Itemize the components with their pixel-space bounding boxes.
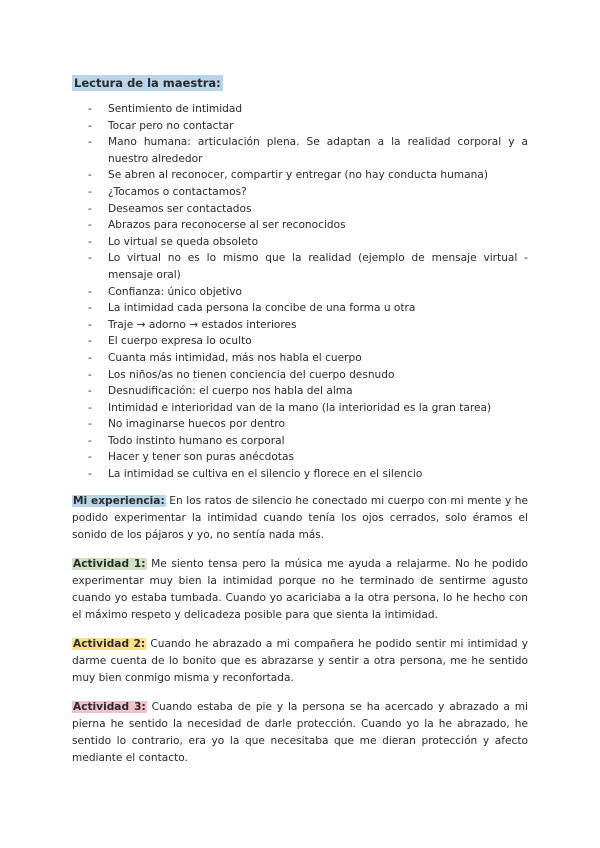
actividad3-text: Cuando estaba de pie y la persona se ha acercado y abrazado a mi pierna he sentido la necesidad de darle protección. Cuando yo la he abrazado, he sentido lo contrario, era yo la que necesitaba que me dieran protección y afecto mediante el contacto. (72, 700, 528, 764)
actividad3-label: Actividad 3: (73, 700, 146, 713)
actividad2-text: Cuando he abrazado a mi compañera he podido sentir mi intimidad y darme cuenta de lo bonito que es abrazarse y sentir a otra persona, me he sentido muy bien conmigo misma y reconfortada. (72, 637, 528, 684)
list-item: - Deseamos ser contactados (72, 201, 528, 218)
actividad1-text: Me siento tensa pero la música me ayuda a relajarme. No he podido experimentar muy bien la intimidad porque no he terminado de sentirme agusto cuando yo estaba tumbada. Cuando yo acariciaba a la otra persona, lo he hecho con el máximo respeto y delicadeza posible para que sienta la intimidad. (72, 557, 529, 621)
lectura-list (72, 101, 528, 483)
actividad2-label: Actividad 2: (73, 637, 146, 650)
list-item: - No imaginarse huecos por dentro (72, 416, 528, 433)
experiencia-label: Mi experiencia: (73, 494, 165, 507)
list-item: - Lo virtual no es lo mismo que la realidad (ejemplo de mensaje virtual - mensaje oral) (72, 250, 528, 283)
list-item: - Cuanta más intimidad, más nos habla el cuerpo (72, 350, 528, 367)
lectura-heading: Lectura de la maestra: (74, 76, 221, 90)
list-item: - Sentimiento de intimidad (72, 101, 528, 118)
list-item: - Desnudificación: el cuerpo nos habla del alma (72, 383, 528, 400)
list-item: - El cuerpo expresa lo oculto (72, 333, 528, 350)
actividad2-paragraph (72, 636, 528, 687)
list-item: - Hacer y tener son puras anécdotas (72, 449, 528, 466)
list-item: - Se abren al reconocer, compartir y entregar (no hay conducta humana) (72, 167, 528, 184)
actividad1-label: Actividad 1: (73, 557, 146, 570)
list-item: - Todo instinto humano es corporal (72, 433, 528, 450)
list-item: - Los niños/as no tienen conciencia del cuerpo desnudo (72, 367, 528, 384)
actividad3-paragraph (72, 699, 528, 767)
list-item: - ¿Tocamos o contactamos? (72, 184, 528, 201)
list-item: - Confianza: único objetivo (72, 284, 528, 301)
list-item: - Traje → adorno → estados interiores (72, 317, 528, 334)
list-item: - Mano humana: articulación plena. Se adaptan a la realidad corporal y a nuestro alrededor (72, 134, 528, 167)
experiencia-text: En los ratos de silencio he conectado mi cuerpo con mi mente y he podido experimentar la intimidad cuando tenía los ojos cerrados, solo éramos el sonido de los pájaros y yo, no sentía nada más. (72, 494, 529, 541)
list-item: - Tocar pero no contactar (72, 118, 528, 135)
actividad1-paragraph (72, 556, 528, 624)
list-item: - La intimidad cada persona la concibe de una forma u otra (72, 300, 528, 317)
list-item: - Intimidad e interioridad van de la mano (la interioridad es la gran tarea) (72, 400, 528, 417)
list-item: - La intimidad se cultiva en el silencio y florece en el silencio (72, 466, 528, 483)
list-item: - Abrazos para reconocerse al ser reconocidos (72, 217, 528, 234)
experiencia-paragraph (72, 493, 528, 544)
list-item: - Lo virtual se queda obsoleto (72, 234, 528, 251)
